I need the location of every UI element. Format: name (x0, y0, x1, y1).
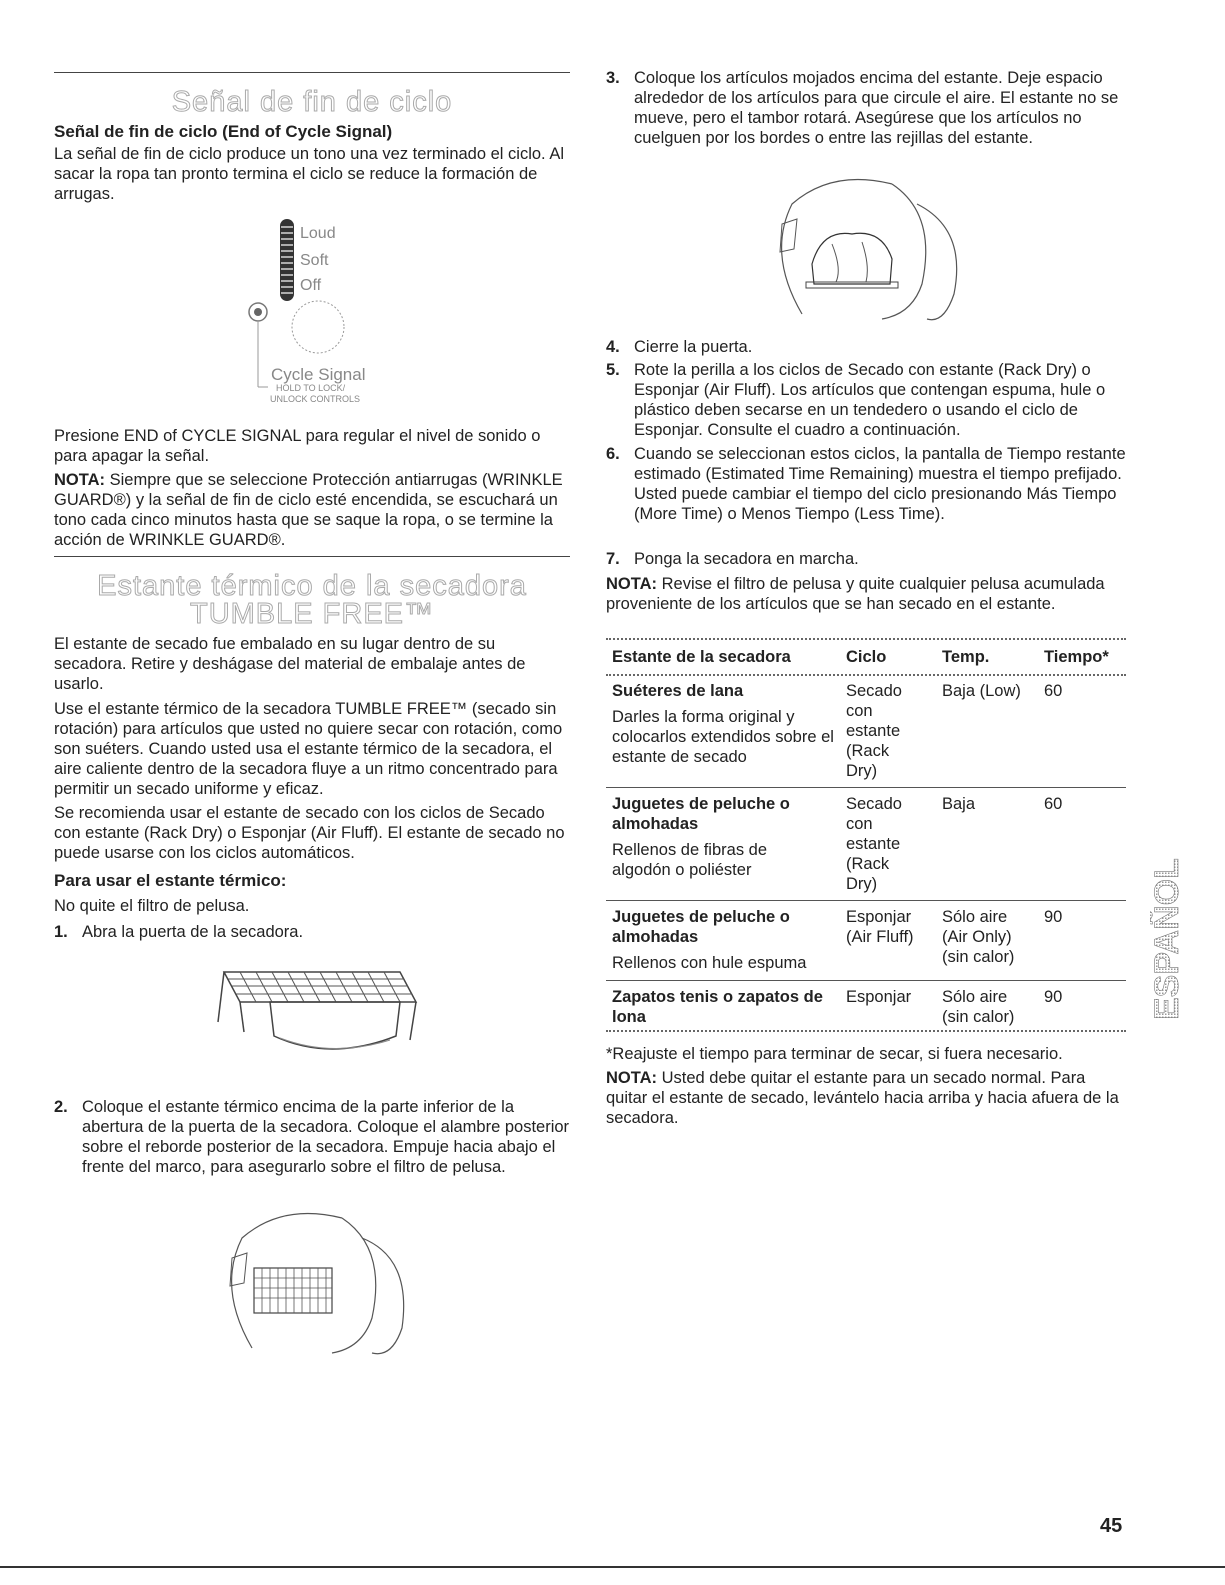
level-loud: Loud (300, 225, 336, 242)
language-side-tab (1150, 820, 1186, 1030)
note2-paragraph: NOTA: Revise el filtro de pelusa y quite cualquier pelusa acumulada proveniente de los artículos que se han secado en el estante. (606, 575, 1105, 613)
note-label: NOTA: (54, 471, 106, 489)
table-row-1-desc: Darles la forma original y colocarlos extendidos sobre el estante de secado (612, 708, 834, 766)
section-rule (54, 556, 570, 557)
section-heading: Señal de fin de ciclo (End of Cycle Signal) (54, 122, 393, 141)
rack-subheading: Para usar el estante térmico: (54, 871, 287, 890)
table-row-3-cycle: Esponjar (Air Fluff) (846, 908, 914, 946)
table-row-4-time: 90 (1044, 988, 1063, 1006)
level-off: Off (300, 277, 322, 294)
table-row-3-desc: Rellenos con hule espuma (612, 954, 807, 972)
table-row-1-temp: Baja (Low) (942, 682, 1021, 700)
step-6: 6. Cuando se seleccionan estos ciclos, la pantalla de Tiempo restante estimado (Estimated Time Remaining) muestra el tiempo prefijado. Usted puede cambiar el tiempo del ciclo presionando Más Tiempo (More Time) o Menos Tiempo (Less Time). (606, 445, 1126, 523)
dryer-with-rack-illustration (212, 1208, 412, 1358)
row-divider (606, 787, 1126, 788)
table-row-1-item: Suéteres de lana (612, 682, 744, 700)
rack-outline-title-1: Estante térmico de la secadora (97, 570, 527, 602)
note-text: Siempre que se seleccione Protección antiarrugas (WRINKLE GUARD®) y la señal de fin de ciclo esté encendida, se escuchará un tono cada cinco minutos hasta que se saque la ropa, o se termine la acción de WRINKLE GUARD®. (54, 471, 563, 549)
table-row-2-temp: Baja (942, 795, 976, 813)
top-rule (54, 72, 570, 73)
dryer-with-items-illustration (762, 174, 962, 324)
step-1: 1. Abra la puerta de la secadora. (54, 923, 304, 941)
table-top-border (606, 638, 1126, 640)
language-tab-icon (1150, 820, 1186, 1030)
table-row-4-cycle: Esponjar (846, 988, 912, 1006)
header-bottom-border (606, 674, 1126, 676)
step-3: 3. Coloque los artículos mojados encima del estante. Deje espacio alrededor de los artículos para que circule el aire. El estante no se mueve, pero el tambor rotará. Asegúrese que los artículos no cuelguen por los bordes o entre las rejillas del estante. (606, 69, 1119, 147)
step-4: 4. Cierre la puerta. (606, 338, 753, 356)
intro-paragraph: La señal de fin de ciclo produce un tono una vez terminado el ciclo. Al sacar la ropa tan pronto termina el ciclo se reduce la formación de arrugas. (54, 145, 564, 203)
rack-p1: El estante de secado fue embalado en su lugar dentro de su secadora. Retire y deshágase del material de embalaje antes de usarlo. (54, 635, 526, 693)
page-number: 45 (1100, 1515, 1123, 1537)
table-row-2-time: 60 (1044, 795, 1063, 813)
note-paragraph (54, 470, 570, 550)
th-item: Estante de la secadora (612, 648, 791, 666)
cycle-signal-label: Cycle Signal (271, 365, 366, 384)
table-row-2-cycle: Secado con estante (Rack Dry) (846, 795, 902, 893)
dryer-with-clothes-icon (762, 174, 962, 324)
footnote: *Reajuste el tiempo para terminar de secar, si fuera necesario. (606, 1045, 1063, 1063)
rack-outline-title-2: TUMBLE FREE™ (189, 598, 435, 630)
rack-p3: Se recomienda usar el estante de secado con los ciclos de Secado con estante (Rack Dry) o Esponjar (Air Fluff). El estante de secado no puede usarse con los ciclos automáticos. (54, 804, 565, 862)
level-soft: Soft (300, 252, 329, 269)
section-outline-title: Señal de fin de ciclo (171, 86, 453, 118)
dryer-drum-icon (212, 1208, 412, 1358)
rack-p4: No quite el filtro de pelusa. (54, 897, 250, 915)
step-5: 5. Rote la perilla a los ciclos de Secado con estante (Rack Dry) o Esponjar (Air Fluff). Los artículos que contengan espuma, hule o plástico deben secarse en un tendedero o usando el ciclo de Esponjar. Consulte el cuadro a continuación. (606, 361, 1106, 439)
table-row-3-item: Juguetes de peluche o almohadas (612, 908, 790, 946)
table-row-3-time: 90 (1044, 908, 1063, 926)
drying-rack-illustration (210, 962, 420, 1082)
cycle-signal-control-illustration (240, 215, 440, 415)
step-2: 2. Coloque el estante térmico encima de la parte inferior de la abertura de la puerta de la secadora. Coloque el alambre posterior sobre el reborde posterior de la secadora. Empuje hacia abajo el frente del marco, para asegurarlo sobre el filtro de pelusa. (54, 1098, 570, 1176)
table-row-4-item: Zapatos tenis o zapatos de lona (612, 988, 823, 1026)
row-divider (606, 980, 1126, 981)
lock-label-1: HOLD TO LOCK/ (276, 383, 346, 393)
rack-p2: Use el estante térmico de la secadora TUMBLE FREE™ (secado sin rotación) para artículos que usted no quiere secar con rotación, como son suéters. Cuando usted usa el estante térmico de la secadora, el aire caliente dentro de la secadora fluye a un ritmo concentrado para permitir un secado uniforme y eficaz. (54, 700, 563, 798)
table-row-3-temp: Sólo aire (Air Only) (sin calor) (942, 908, 1015, 966)
row-divider (606, 900, 1126, 901)
instruction-paragraph: Presione END of CYCLE SIGNAL para regular el nivel de sonido o para apagar la señal. (54, 427, 541, 465)
table-bottom-border (606, 1030, 1126, 1032)
step-7: 7. Ponga la secadora en marcha. (606, 550, 859, 568)
th-time: Tiempo* (1044, 648, 1109, 666)
table-row-1-cycle: Secado con estante (Rack Dry) (846, 682, 902, 780)
th-temp: Temp. (942, 648, 990, 666)
lock-label-2: UNLOCK CONTROLS (270, 394, 361, 404)
drying-rack-icon (210, 962, 420, 1082)
table-row-4-temp: Sólo aire (sin calor) (942, 988, 1015, 1026)
table-row-2-desc: Rellenos de fibras de algodón o poliéster (612, 841, 768, 879)
table-row-2-item: Juguetes de peluche o almohadas (612, 795, 790, 833)
final-note: NOTA: Usted debe quitar el estante para un secado normal. Para quitar el estante de secado, levántelo hacia arriba y hacia afuera de la secadora. (606, 1069, 1119, 1127)
table-row-1-time: 60 (1044, 682, 1063, 700)
side-tab-text: ESPAÑOL (1150, 858, 1186, 1020)
bottom-rule (0, 1566, 1225, 1568)
th-cycle: Ciclo (846, 648, 887, 666)
